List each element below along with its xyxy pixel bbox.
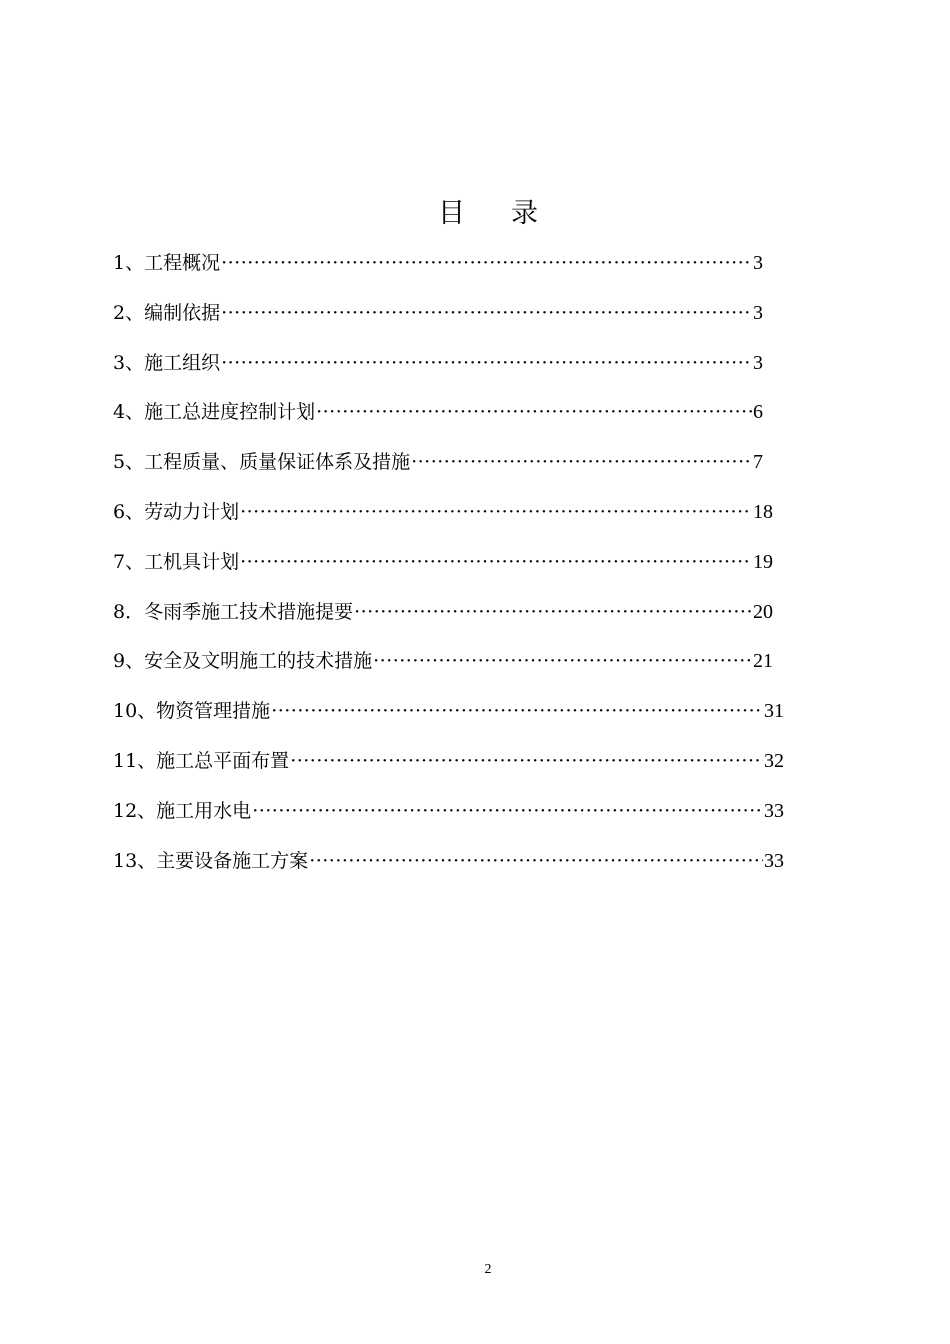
toc-dot-leader	[373, 643, 752, 679]
toc-entry[interactable]	[113, 693, 784, 743]
toc-entry[interactable]	[113, 594, 773, 644]
toc-entry-page: 31	[764, 700, 784, 723]
toc-entry-label: 10、物资管理措施	[113, 700, 271, 723]
toc-entry-page: 33	[764, 799, 784, 822]
toc-entry-label: 4、施工总进度控制计划	[113, 401, 316, 424]
toc-entry-page: 3	[753, 301, 763, 324]
toc-entry-page: 6	[753, 401, 763, 424]
toc-entry-label: 2、编制依据	[113, 301, 221, 324]
toc-entry-label: 8．冬雨季施工技术措施提要	[113, 600, 354, 623]
toc-entry[interactable]	[113, 793, 784, 843]
toc-entry-page: 3	[753, 252, 763, 274]
toc-entry-label: 9、安全及文明施工的技术措施	[113, 650, 373, 673]
toc-entry[interactable]	[113, 643, 773, 693]
toc-entry-label: 7、工机具计划	[113, 550, 240, 573]
toc-dot-leader	[309, 843, 763, 879]
toc-entry-page: 21	[753, 650, 773, 673]
toc-entry-label: 3、施工组织	[113, 351, 221, 374]
toc-entry[interactable]	[113, 295, 763, 345]
toc-entry-page: 19	[753, 550, 773, 573]
toc-entry-label: 5、工程质量、质量保证体系及措施	[113, 451, 411, 474]
toc-entry[interactable]	[113, 843, 784, 893]
toc-title	[0, 192, 950, 236]
toc-entry[interactable]	[113, 743, 784, 793]
toc-title-left: 目	[438, 198, 465, 229]
toc-entry-page: 3	[753, 351, 763, 374]
toc-entry-page: 7	[753, 451, 763, 474]
toc-list	[113, 245, 784, 892]
toc-entry-page: 18	[753, 500, 773, 523]
toc-dot-leader	[290, 743, 763, 779]
toc-dot-leader	[354, 594, 752, 630]
toc-entry-label: 12、施工用水电	[113, 799, 252, 822]
toc-entry-page: 20	[753, 600, 773, 623]
toc-dot-leader	[411, 444, 752, 480]
toc-dot-leader	[240, 494, 752, 530]
toc-entry[interactable]	[113, 245, 763, 295]
page-number: 2	[484, 1262, 492, 1277]
toc-entry[interactable]	[113, 444, 763, 494]
toc-entry-label: 6、劳动力计划	[113, 500, 240, 523]
toc-dot-leader	[221, 345, 752, 381]
toc-title-right: 录	[511, 198, 538, 229]
toc-dot-leader	[221, 295, 752, 331]
toc-entry-label: 13、主要设备施工方案	[113, 849, 309, 872]
toc-dot-leader	[316, 394, 752, 430]
toc-entry[interactable]	[113, 544, 773, 594]
toc-dot-leader	[252, 793, 763, 829]
toc-entry-page: 32	[764, 749, 784, 772]
toc-entry[interactable]	[113, 345, 763, 395]
toc-entry-label: 1、工程概况	[113, 252, 221, 274]
toc-entry[interactable]	[113, 494, 773, 544]
toc-entry[interactable]	[113, 394, 763, 444]
toc-dot-leader	[271, 693, 763, 729]
toc-dot-leader	[240, 544, 752, 580]
toc-dot-leader	[221, 245, 752, 281]
toc-entry-page: 33	[764, 849, 784, 872]
toc-entry-label: 11、施工总平面布置	[113, 749, 290, 772]
